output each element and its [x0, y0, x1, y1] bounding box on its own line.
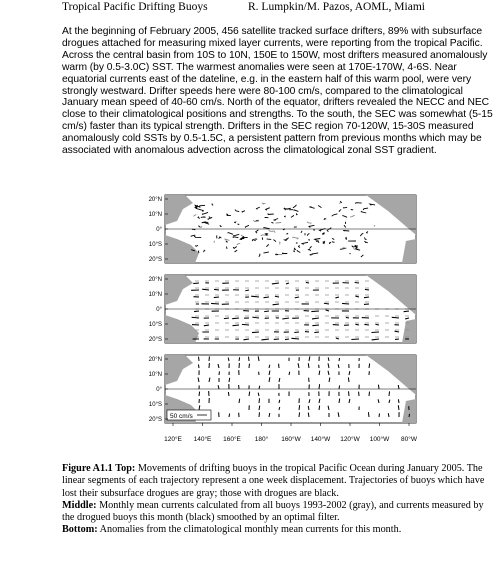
- trajectory: [343, 248, 347, 249]
- anomaly-vector: [319, 406, 320, 410]
- body-paragraph: At the beginning of February 2005, 456 satellite tracked surface drifters, 89% with subsurface drogues attached for measuring mixed layer currents, were reporting from the tropical Pacific. Across the central basin from 10S to 10N, 150E to 150W, most drifters measured anomalously warm (by 0.5-3.0C) SST. The warmest anomalies were seen at 170E-170W, 4-6S. Near equatorial currents east of the dateline, e.g. in the eastern half of this warm pool, were very strongly westward. Drifter speeds here were 80-100 cm/s, compared to the climatological January mean speed of 40-60 cm/s. North of the equator, drifters revealed the NECC and NEC close to their climatological positions and strengths. To the south, the SEC was somewhat (5-15 cm/s) faster than its typical strength. Drifters in the SEC region 70-120W, 15-30S measured anomalously cold SSTs by 0.5-1.5C, a persistent pattern from previous months which may be associated with anomalous advection across the climatological zonal SST gradient.: [62, 26, 493, 157]
- authors: R. Lumpkin/M. Pazos, AOML, Miami: [248, 1, 425, 13]
- current-vector: [311, 311, 319, 312]
- lon-label: 120°E: [164, 436, 182, 443]
- current-vector: [285, 339, 289, 340]
- anomaly-vector: [199, 392, 200, 396]
- lat-label: 10°N: [148, 292, 162, 298]
- page-title: Tropical Pacific Drifting Buoys: [62, 1, 208, 13]
- lat-label: 20°N: [148, 197, 162, 203]
- trajectory: [275, 254, 278, 255]
- trajectory: [287, 233, 288, 234]
- lat-label: 10°N: [148, 212, 162, 218]
- anomaly-vector: [389, 391, 390, 396]
- current-vector: [375, 324, 379, 325]
- current-vector: [364, 297, 369, 298]
- lat-label: 10°N: [148, 372, 162, 378]
- lat-label: 20°S: [148, 337, 162, 343]
- anomaly-vector: [388, 413, 389, 417]
- anomaly-vector: [368, 412, 369, 417]
- current-vector: [346, 317, 349, 318]
- anomaly-vector: [369, 363, 370, 368]
- current-vector: [264, 311, 269, 312]
- drifter-figure: [128, 190, 438, 445]
- lat-label: 20°N: [148, 277, 162, 283]
- anomaly-vector: [299, 412, 300, 417]
- current-vector: [214, 289, 219, 290]
- figure-caption: [62, 463, 498, 537]
- current-vector: [365, 289, 369, 290]
- lat-label: 0°: [156, 387, 162, 393]
- current-vector: [214, 297, 219, 298]
- current-vector: [264, 297, 269, 298]
- current-vector: [194, 311, 199, 312]
- caption-figure-label: Figure A1.1: [62, 463, 113, 474]
- page-header: [62, 1, 494, 17]
- lon-label: 120°W: [340, 436, 360, 443]
- caption-bottom-label: Bottom:: [62, 524, 98, 536]
- current-vector: [294, 332, 299, 333]
- current-vector: [355, 324, 359, 325]
- anomaly-vector: [299, 405, 300, 410]
- current-vector: [314, 332, 319, 333]
- lon-label: 140°W: [310, 436, 331, 443]
- caption-top-label: Top:: [115, 463, 136, 474]
- caption-top-text: Movements of drifting buoys in the tropical Pacific Ocean during January 2005. The linear segments of each trajectory represent a one week displacement. Trajectories of buoys which have lost their subsurface drogues are gray; those with drogues are black.: [62, 463, 485, 499]
- anomaly-vector: [319, 384, 320, 389]
- anomaly-vector: [239, 399, 240, 403]
- anomaly-vector: [239, 357, 240, 361]
- caption-bottom-text: Anomalies from the climatological monthly mean currents for this month.: [97, 524, 402, 536]
- caption-middle-text: Monthly mean currents calculated from all buoys 1993-2002 (gray), and currents measured by the drogued buoys this month (black) smoothed by an optimal filter.: [62, 499, 484, 524]
- anomaly-vector: [339, 385, 340, 389]
- lon-label: 160°W: [281, 436, 301, 443]
- lat-label: 10°S: [148, 242, 162, 248]
- current-vector: [312, 325, 319, 326]
- current-vector: [355, 282, 359, 283]
- anomaly-vector: [339, 399, 340, 403]
- lat-label: 20°S: [148, 257, 162, 263]
- anomaly-vector: [228, 392, 229, 396]
- current-vector: [242, 324, 249, 325]
- middle-panel: [165, 275, 416, 343]
- top-panel: [165, 195, 416, 263]
- anomaly-vector: [229, 378, 230, 382]
- anomaly-vector: [259, 398, 260, 403]
- current-vector: [202, 289, 209, 290]
- lat-label: 20°S: [148, 417, 162, 423]
- current-vector: [306, 282, 309, 283]
- current-vector: [233, 325, 239, 326]
- current-vector: [224, 318, 229, 319]
- current-vector: [193, 283, 199, 284]
- trajectory: [293, 251, 295, 252]
- anomaly-vector: [249, 392, 250, 396]
- trajectory: [192, 229, 196, 230]
- trajectory: [343, 230, 349, 231]
- trajectory: [332, 242, 335, 243]
- lat-label: 0°: [156, 307, 162, 313]
- current-vector: [324, 303, 329, 304]
- anomaly-vector: [308, 363, 309, 368]
- lon-label: 160°E: [223, 436, 241, 443]
- trajectory: [276, 223, 282, 224]
- trajectory: [351, 209, 353, 210]
- anomaly-vector: [229, 414, 230, 417]
- current-vector: [392, 317, 399, 318]
- lat-label: 10°S: [148, 402, 162, 408]
- current-vector: [245, 290, 249, 291]
- lon-label: 100°W: [369, 436, 390, 443]
- trajectory: [214, 241, 215, 243]
- anomaly-vector: [348, 377, 349, 382]
- anomaly-vector: [369, 392, 370, 396]
- anomaly-vector: [248, 357, 249, 361]
- scale-label: 50 cm/s: [170, 413, 193, 420]
- trajectory: [355, 203, 362, 204]
- trajectory: [343, 207, 347, 208]
- anomaly-vector: [398, 405, 399, 410]
- trajectory: [350, 253, 351, 254]
- anomaly-vector: [339, 358, 340, 361]
- anomaly-vector: [198, 364, 199, 368]
- lat-label: 10°S: [148, 322, 162, 328]
- scale-box: [167, 410, 211, 420]
- lon-label: 80°W: [401, 436, 417, 443]
- current-vector: [192, 317, 199, 318]
- lat-label: 0°: [156, 227, 162, 233]
- trajectory: [319, 242, 320, 243]
- anomaly-vector: [289, 372, 290, 375]
- anomaly-vector: [398, 399, 399, 403]
- current-vector: [364, 324, 369, 325]
- current-vector: [291, 338, 299, 339]
- current-vector: [211, 303, 219, 304]
- lon-label: 140°E: [193, 436, 212, 443]
- anomaly-vector: [378, 385, 379, 389]
- current-vector: [404, 311, 409, 312]
- current-vector: [232, 318, 239, 319]
- lat-label: 20°N: [148, 357, 162, 363]
- current-vector: [275, 296, 279, 297]
- current-vector: [252, 332, 259, 333]
- trajectory: [262, 238, 263, 240]
- anomaly-vector: [409, 414, 410, 417]
- current-vector: [371, 332, 379, 333]
- caption-middle-label: Middle:: [62, 499, 97, 511]
- lon-label: 180°: [254, 436, 269, 443]
- anomaly-vector: [279, 407, 280, 410]
- current-vector: [342, 303, 349, 304]
- trajectory: [206, 222, 209, 223]
